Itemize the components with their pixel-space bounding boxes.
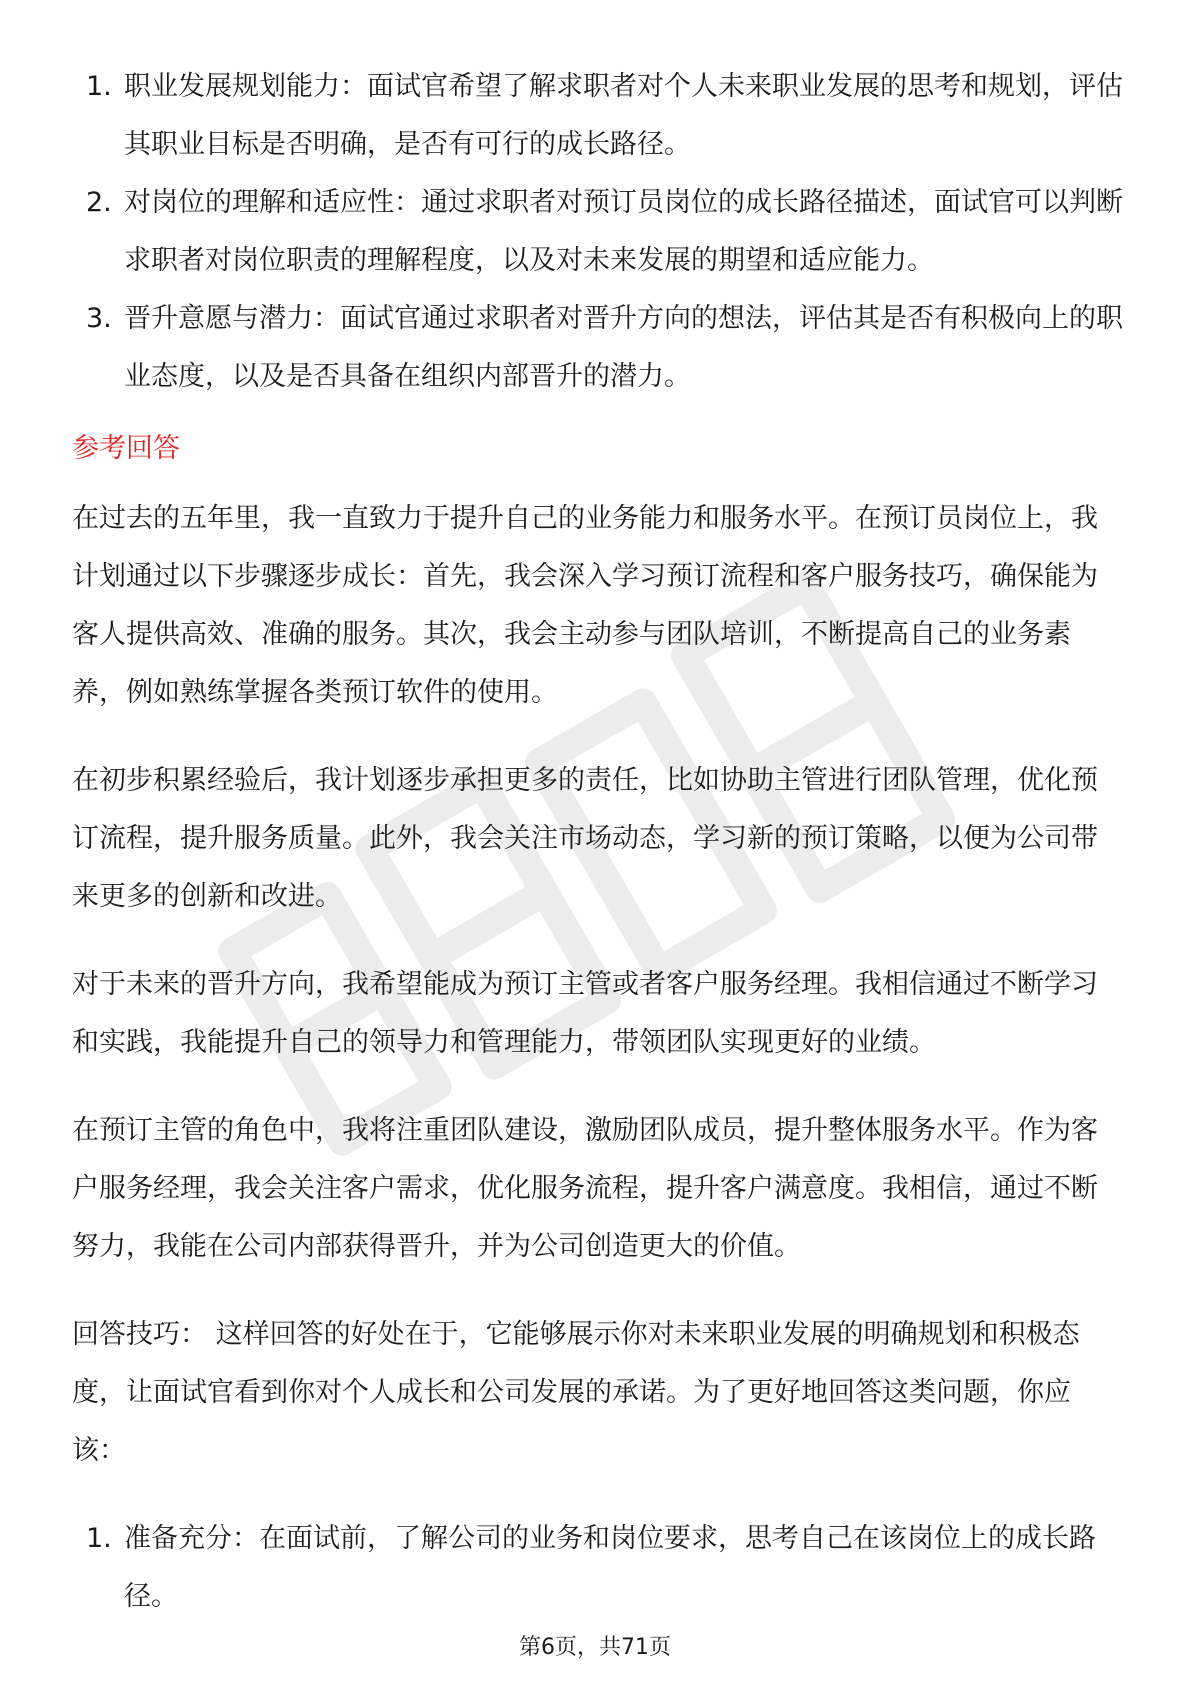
answer-paragraph: 在过去的五年里，我一直致力于提升自己的业务能力和服务水平。在预订员岗位上，我计划通过以下步骤逐步成长：首先，我会深入学习预订流程和客户服务技巧，确保能为客人提供高效、准确的服务。其次，我会主动参与团队培训，不断提高自己的业务素养，例如熟练掌握各类预订软件的使用。	[72, 503, 1098, 708]
list-item-number: 3.	[86, 303, 112, 334]
list-item-number: 2.	[86, 187, 112, 218]
answer-paragraph: 在初步积累经验后，我计划逐步承担更多的责任，比如协助主管进行团队管理，优化预订流程，提升服务质量。此外，我会关注市场动态，学习新的预订策略，以便为公司带来更多的创新和改进。	[72, 765, 1098, 912]
page-number-footer: 第6页，共71页	[519, 1635, 671, 1660]
answer-paragraph: 在预订主管的角色中，我将注重团队建设，激励团队成员，提升整体服务水平。作为客户服务经理，我会关注客户需求，优化服务流程，提升客户满意度。我相信，通过不断努力，我能在公司内部获得晋升，并为公司创造更大的价值。	[72, 1115, 1098, 1262]
list-item	[72, 174, 1124, 290]
evaluation-points-list	[72, 58, 1124, 406]
list-item	[72, 58, 1124, 174]
list-item-text: 对岗位的理解和适应性：通过求职者对预订员岗位的成长路径描述，面试官可以判断求职者对岗位职责的理解程度，以及对未来发展的期望和适应能力。	[124, 187, 1123, 276]
list-item-text: 准备充分：在面试前，了解公司的业务和岗位要求，思考自己在该岗位上的成长路径。	[124, 1523, 1096, 1612]
answer-paragraph: 对于未来的晋升方向，我希望能成为预订主管或者客户服务经理。我相信通过不断学习和实践，我能提升自己的领导力和管理能力，带领团队实现更好的业绩。	[72, 969, 1098, 1058]
list-item-text: 职业发展规划能力：面试官希望了解求职者对个人未来职业发展的思考和规划，评估其职业目标是否明确，是否有可行的成长路径。	[124, 71, 1123, 160]
answer-tips-paragraph: 回答技巧： 这样回答的好处在于，它能够展示你对未来职业发展的明确规划和积极态度，让面试官看到你对个人成长和公司发展的承诺。为了更好地回答这类问题，你应该：	[72, 1319, 1080, 1466]
list-item	[72, 1510, 1124, 1626]
main-content	[72, 58, 1124, 1626]
list-item	[72, 290, 1124, 406]
section-title: 参考回答	[72, 433, 180, 464]
tips-list	[72, 1510, 1124, 1626]
list-item-number: 1.	[86, 1523, 112, 1554]
list-item-text: 晋升意愿与潜力：面试官通过求职者对晋升方向的想法，评估其是否有积极向上的职业态度，以及是否具备在组织内部晋升的潜力。	[124, 303, 1123, 392]
list-item-number: 1.	[86, 71, 112, 102]
